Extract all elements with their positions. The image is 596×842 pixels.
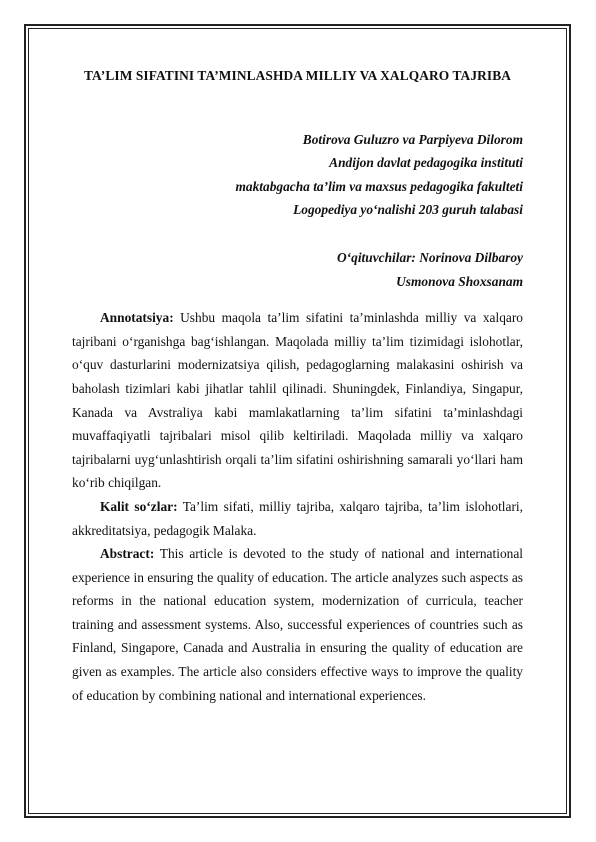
article-content	[72, 64, 523, 707]
author-spacer	[72, 222, 523, 246]
author-institute: Andijon davlat pedagogika instituti	[329, 155, 523, 171]
keywords-text: Ta’lim sifati, milliy tajriba, xalqaro tajriba, ta’lim islohotlari, akkreditatsiya, pedagogik Malaka.	[72, 498, 523, 538]
annotation-paragraph	[72, 306, 523, 495]
keywords-paragraph	[72, 495, 523, 542]
annotation-text: Ushbu maqola ta’lim sifatini ta’minlashda milliy va xalqaro tajribani o‘rganishga bag‘ishlangan. Maqolada milliy ta’lim tizimidagi islohotlar, o‘quv dasturlarini modernizatsiya qilish, pedagoglarning malakasini oshirish va baholash tizimlari kabi jihatlar tahlil qilinadi. Shuningdek, Finlandiya, Singapur, Kanada va Avstraliya kabi mamlakatlarning ta’lim sifatini ta’minlashdagi muvaffaqiyatli tajribalari misol qilib keltiriladi. Maqolada milliy va xalqaro tajribalarni uyg‘unlashtirish orqali ta’lim sifatini oshirishning samarali yo‘llari ham ko‘rib chiqilgan.	[72, 310, 523, 491]
abstract-label: Abstract:	[100, 546, 155, 562]
author-faculty: maktabgacha ta’lim va maxsus pedagogika fakulteti	[235, 178, 523, 194]
supervisors-line-1: O‘qituvchilar: Norinova Dilbaroy	[337, 249, 523, 265]
article-title: TA’LIM SIFATINI TA’MINLASHDA MILLIY VA XALQARO TAJRIBA	[83, 68, 511, 83]
abstract-paragraph	[72, 542, 523, 707]
annotation-label: Annotatsiya:	[100, 310, 174, 326]
author-names: Botirova Guluzro va Parpiyeva Dilorom	[302, 131, 523, 147]
author-block	[72, 128, 523, 294]
author-group: Logopediya yo‘nalishi 203 guruh talabasi	[293, 202, 523, 218]
keywords-label: Kalit so‘zlar:	[100, 498, 178, 514]
supervisors-line-2: Usmonova Shoxsanam	[396, 273, 523, 289]
abstract-text: This article is devoted to the study of national and international experience in ensuring the quality of education. The article analyzes such aspects as reforms in the national education system, modernization of curricula, teacher training and assessment systems. Also, successful experiences of countries such as Finland, Singapore, Canada and Australia in ensuring the quality of education are given as examples. The article also considers effective ways to improve the quality of education by combining national and international experiences.	[72, 546, 523, 703]
